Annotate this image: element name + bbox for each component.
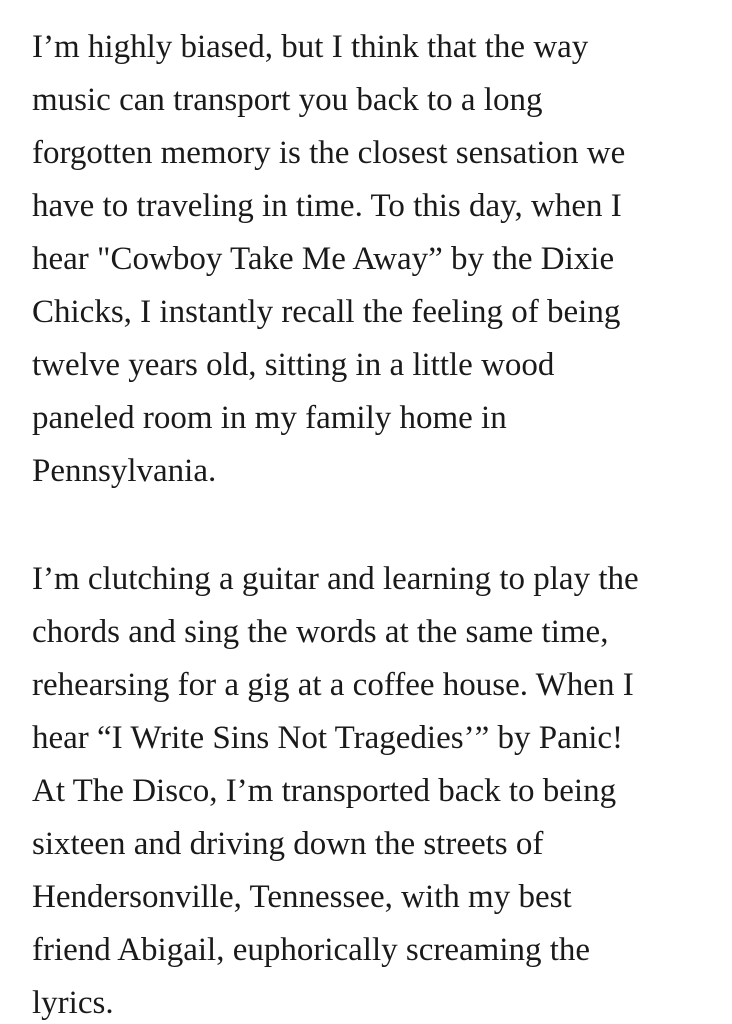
paragraph-line: friend Abigail, euphorically screaming the bbox=[32, 932, 591, 968]
paragraph-2 bbox=[32, 553, 714, 1024]
paragraph-line: twelve years old, sitting in a little wood bbox=[32, 347, 555, 383]
paragraph-line: paneled room in my family home in bbox=[32, 400, 507, 436]
paragraph-line: rehearsing for a gig at a coffee house. When I bbox=[32, 667, 634, 703]
paragraph-line: hear "Cowboy Take Me Away” by the Dixie bbox=[32, 241, 615, 277]
paragraph-line: hear “I Write Sins Not Tragedies’” by Panic! bbox=[32, 720, 624, 756]
paragraph-1 bbox=[32, 21, 714, 498]
paragraph-line: At The Disco, I’m transported back to being bbox=[32, 773, 617, 809]
paragraph-line: Chicks, I instantly recall the feeling of being bbox=[32, 294, 621, 330]
paragraph-line: forgotten memory is the closest sensation we bbox=[32, 135, 626, 171]
paragraph-line: have to traveling in time. To this day, when I bbox=[32, 188, 622, 224]
paragraph-line: chords and sing the words at the same time, bbox=[32, 614, 609, 650]
paragraph-line: I’m clutching a guitar and learning to play the bbox=[32, 561, 639, 597]
paragraph-spacer bbox=[32, 498, 714, 553]
paragraph-line: sixteen and driving down the streets of bbox=[32, 826, 544, 862]
paragraph-line: Hendersonville, Tennessee, with my best bbox=[32, 879, 572, 915]
paragraph-line: Pennsylvania. bbox=[32, 453, 217, 489]
paragraph-line: I’m highly biased, but I think that the way bbox=[32, 29, 589, 65]
paragraph-line: lyrics. bbox=[32, 985, 114, 1021]
paragraph-line: music can transport you back to a long bbox=[32, 82, 543, 118]
